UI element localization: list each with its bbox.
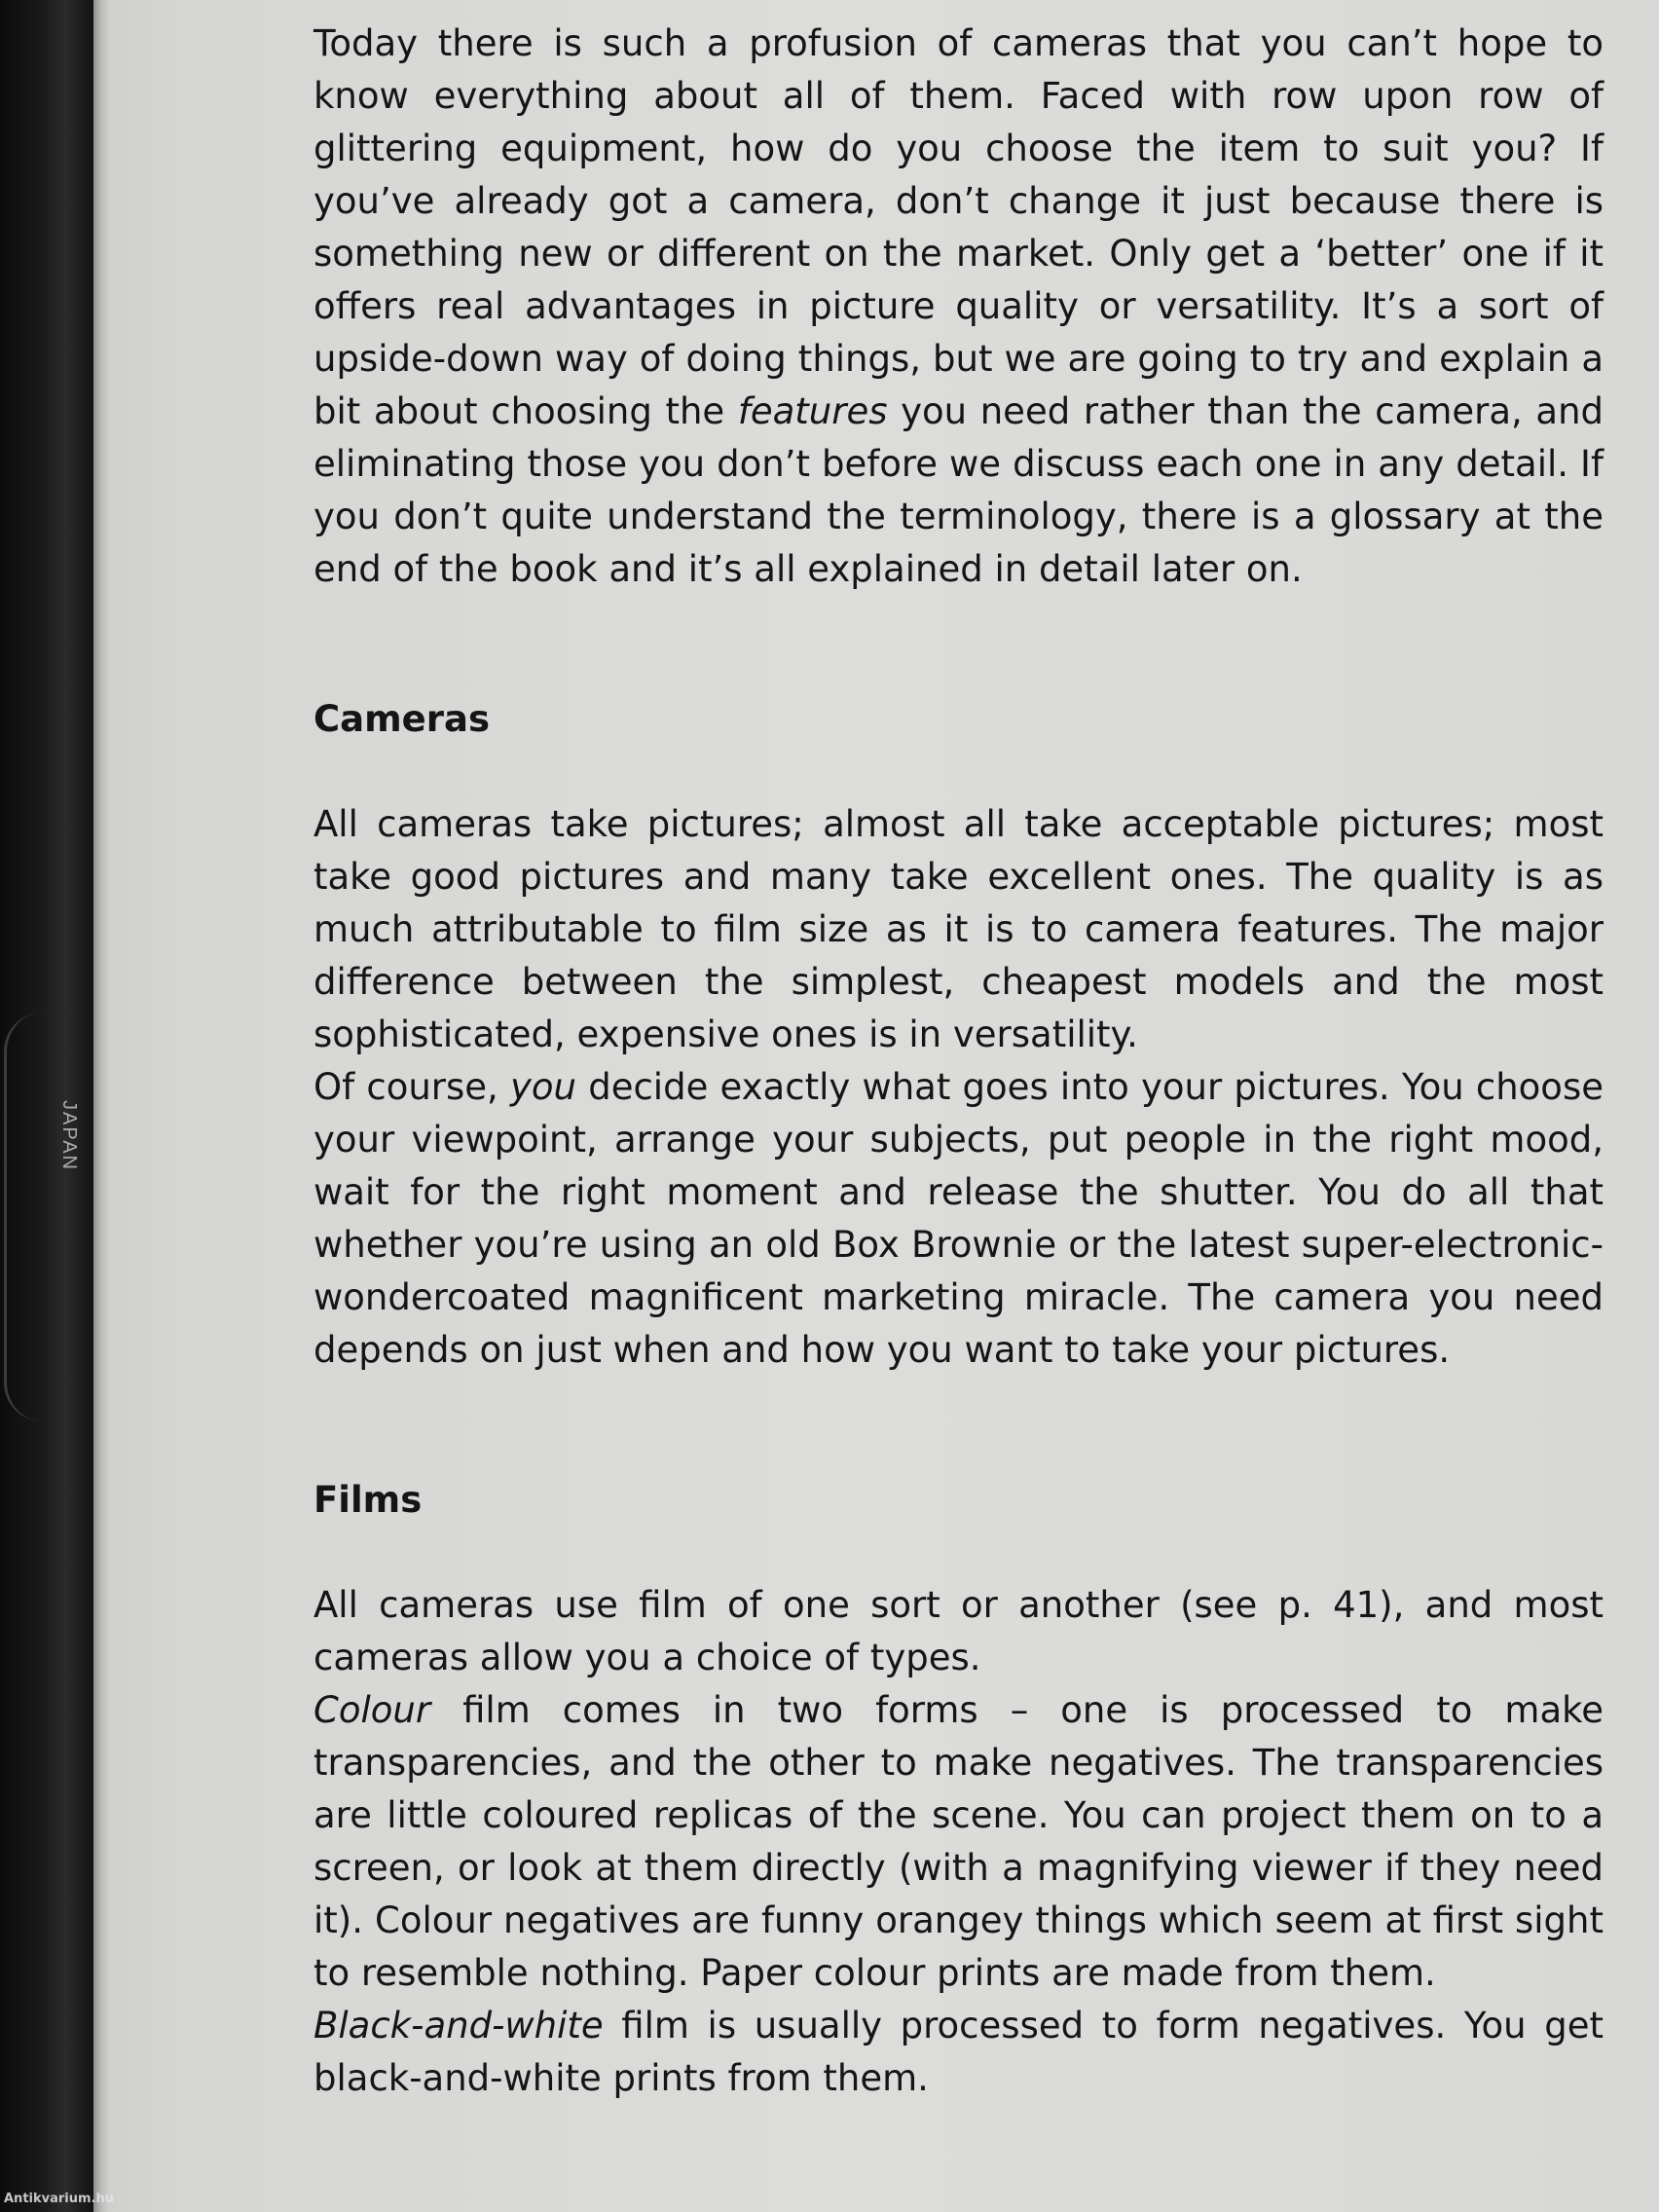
films-paragraph-1: All cameras use film of one sort or another (see p. 41), and most cameras allow you a choice of types. xyxy=(313,1584,1604,1678)
book-spine xyxy=(0,0,93,2212)
cameras-paragraph-1: All cameras take pictures; almost all take acceptable pictures; most take good pictures and many take excellent ones. The quality is as much attributable to film size as it is to camera features. The major difference between the simplest, cheapest models and the most sophisticated, expensive ones is in versatility. xyxy=(313,803,1604,1055)
watermark: Antikvarium.hu xyxy=(4,2192,114,2206)
films-paragraph-3: Black-and-white film is usually processed to form negatives. You get black-and-white prints from them. xyxy=(313,2005,1604,2099)
intro-paragraph: Today there is such a profusion of cameras that you can’t hope to know everything about all of them. Faced with row upon row of glittering equipment, how do you choose the item to suit you? If you’ve already got a camera, don’t change it just because there is something new or different on the market. Only get a ‘better’ one if it offers real advantages in picture quality or versatility. It’s a sort of upside-down way of doing things, but we are going to try and explain a bit about choosing the features you need rather than the camera, and eliminating those you don’t before we discuss each one in any detail. If you don’t quite understand the terminology, there is a glossary at the end of the book and it’s all explained in detail later on. xyxy=(313,22,1604,590)
page-text xyxy=(313,18,1604,2105)
section-heading-cameras: Cameras xyxy=(313,698,491,740)
spine-lens-text: JAPAN xyxy=(58,1100,80,1171)
section-heading-films: Films xyxy=(313,1479,423,1521)
cameras-paragraph-2: Of course, you decide exactly what goes into your pictures. You choose your viewpoint, arrange your subjects, put people in the right mood, wait for the right moment and release the shutter. You do all that whether you’re using an old Box Brownie or the latest super-electronic-wondercoated magnificent marketing miracle. The camera you need depends on just when and how you want to take your pictures. xyxy=(313,1066,1604,1371)
films-paragraph-2: Colour film comes in two forms – one is processed to make transparencies, and the other to make negatives. The transparencies are little coloured replicas of the scene. You can project them on to a screen, or look at them directly (with a magnifying viewer if they need it). Colour negatives are funny orangey things which seem at first sight to resemble nothing. Paper colour prints are made from them. xyxy=(313,1689,1604,1994)
page-gutter xyxy=(93,0,111,2212)
